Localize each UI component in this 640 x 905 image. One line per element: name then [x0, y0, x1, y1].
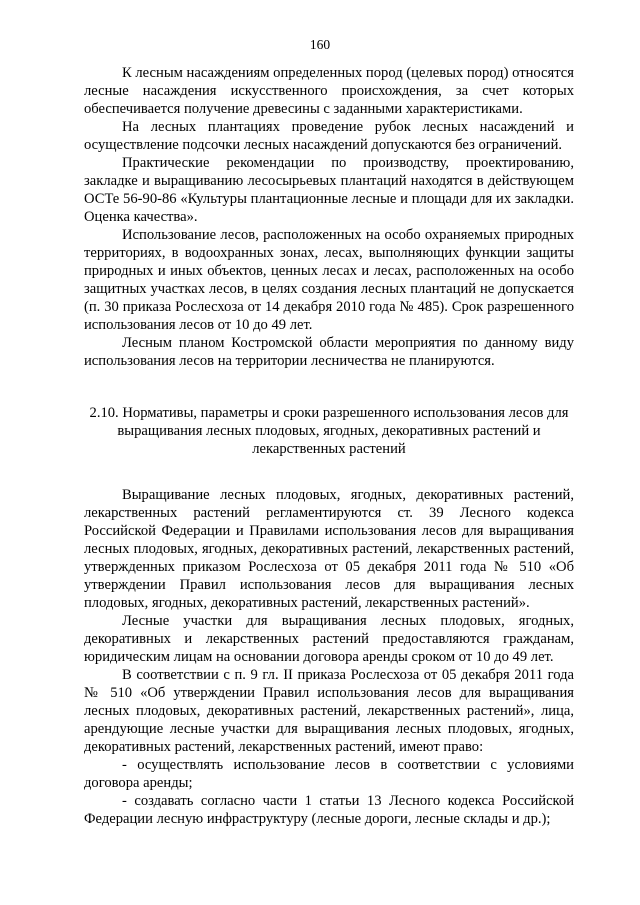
section-heading: 2.10. Нормативы, параметры и сроки разрешенного использования лесов для выращивания лесных плодовых, ягодных, декоративных растений и лекарственных растений	[89, 405, 569, 457]
paragraph: На лесных плантациях проведение рубок лесных насаждений и осуществление подсочки лесных насаждений допускаются без ограничений.	[84, 119, 574, 153]
section-body-top	[84, 64, 574, 370]
list-item: - создавать согласно части 1 статьи 13 Лесного кодекса Российской Федерации лесную инфраструктуру (лесные дороги, лесные склады и др.);	[84, 793, 574, 827]
paragraph: Выращивание лесных плодовых, ягодных, декоративных растений, лекарственных растений регламентируются ст. 39 Лесного кодекса Российской Федерации и Правилами использования лесов для выращивания лесных плодовых, ягодных, декоративных растений, лекарственных растений, утвержденных приказом Рослесхоза от 05 декабря 2011 года № 510 «Об утверждении Правил использования лесов для выращивания лесных плодовых, ягодных, декоративных растений, лекарственных растений».	[84, 487, 574, 611]
paragraph: Лесные участки для выращивания лесных плодовых, ягодных, декоративных и лекарственных растений предоставляются гражданам, юридическим лицам на основании договора аренды сроком от 10 до 49 лет.	[84, 613, 574, 665]
paragraph: Лесным планом Костромской области мероприятия по данному виду использования лесов на территории лесничества не планируются.	[84, 335, 574, 369]
paragraph: Практические рекомендации по производству, проектированию, закладке и выращиванию лесосырьевых плантаций находятся в действующем ОСТе 56-90-86 «Культуры плантационные лесные и площади для их закладки. Оценка качества».	[84, 155, 574, 225]
section-heading-block	[84, 404, 574, 458]
paragraph: В соответствии с п. 9 гл. II приказа Рослесхоза от 05 декабря 2011 года № 510 «Об утверждении Правил использования лесов для выращивания лесных плодовых, декоративных растений, лекарственных растений», лица, арендующие лесные участки для выращивания лесных плодовых, ягодных, декоративных растений, лекарственных растений, имеют право:	[84, 667, 574, 755]
list-item: - осуществлять использование лесов в соответствии с условиями договора аренды;	[84, 757, 574, 791]
paragraph: К лесным насаждениям определенных пород (целевых пород) относятся лесные насаждения искусственного происхождения, за счет которых обеспечивается получение древесины с заданными характеристиками.	[84, 65, 574, 117]
section-body-bottom	[84, 486, 574, 828]
page-number: 160	[309, 37, 331, 52]
paragraph: Использование лесов, расположенных на особо охраняемых природных территориях, в водоохранных зонах, лесах, выполняющих функции защиты природных и иных объектов, ценных лесах и лесах, расположенных на особо защитных участках лесов, в целях создания лесных плантаций не допускается (п. 30 приказа Рослесхоза от 14 декабря 2010 года № 485). Срок разрешенного использования лесов от 10 до 49 лет.	[84, 227, 574, 333]
